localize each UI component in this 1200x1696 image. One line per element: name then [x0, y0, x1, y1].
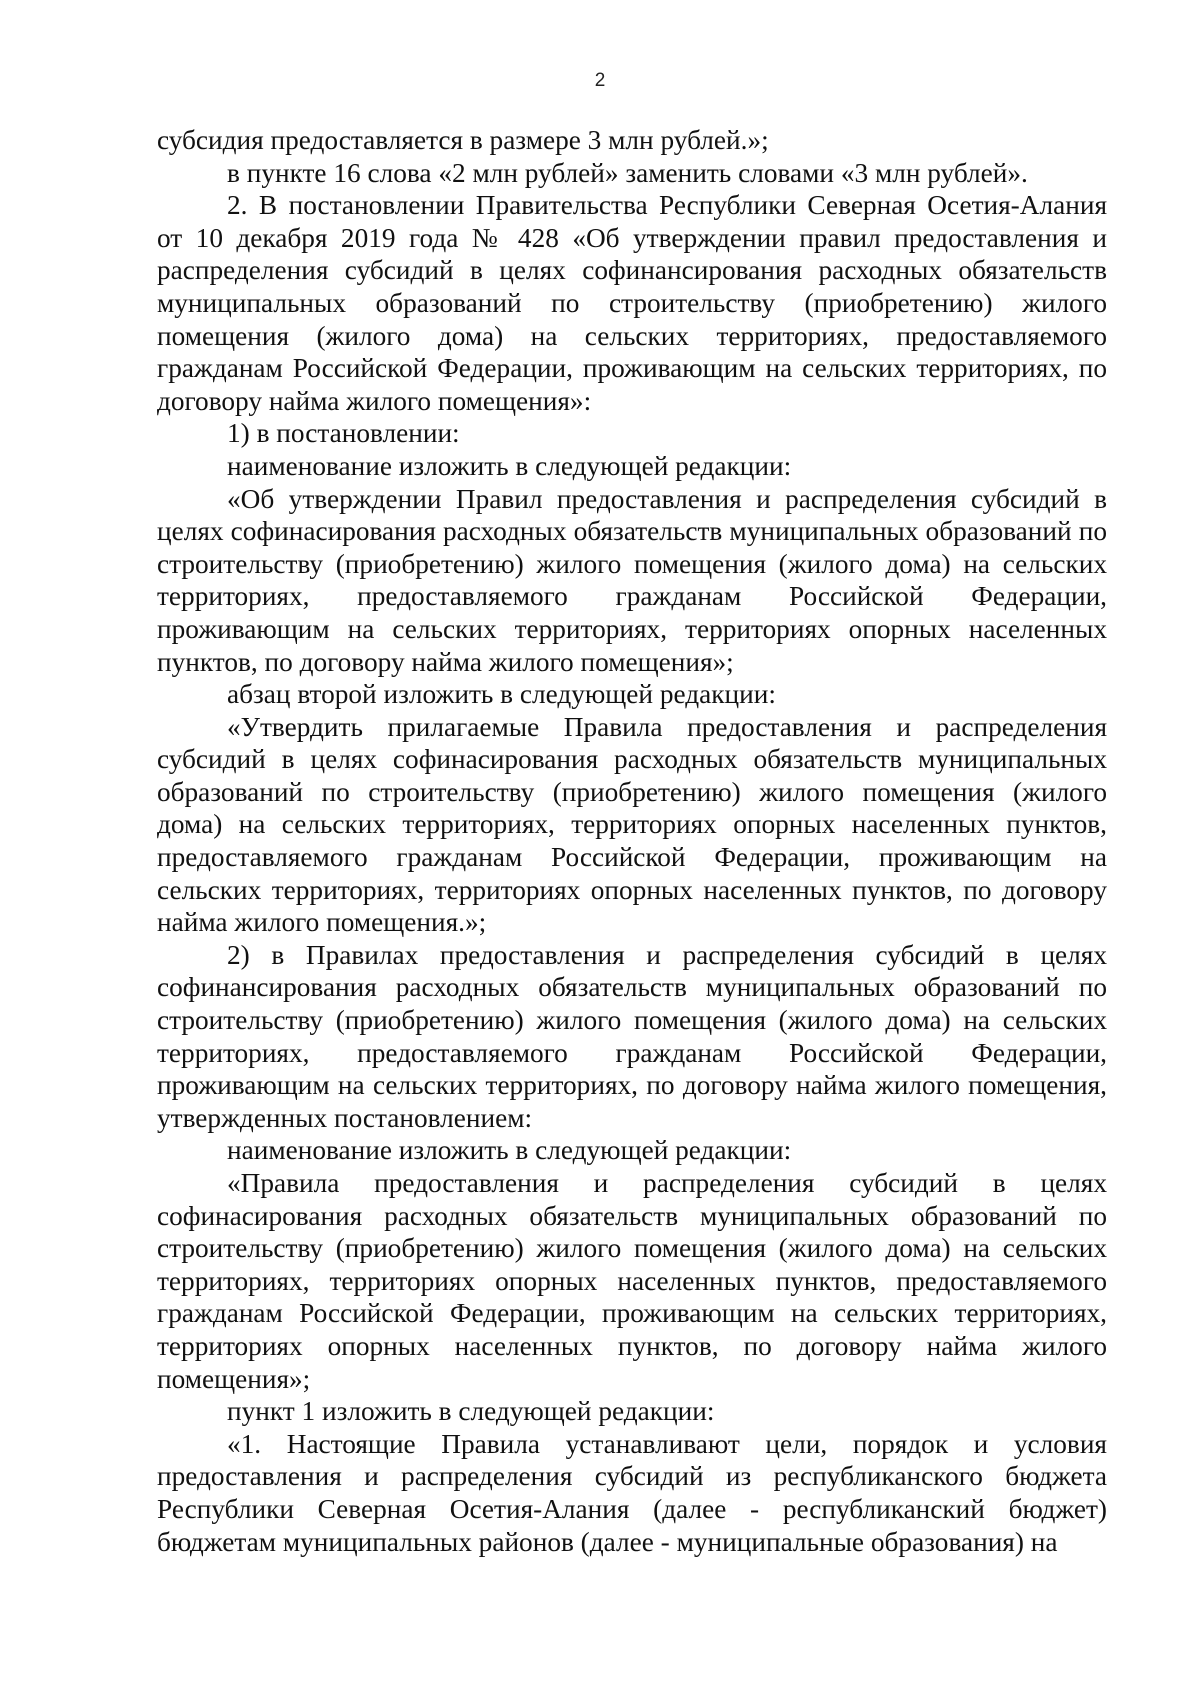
document-body — [157, 124, 1107, 1558]
paragraph: «Правила предоставления и распределения субсидий в целях софинасирования расходных обязательств муниципальных образований по строительству (приобретению) жилого помещения (жилого дома) на сельских территориях, территориях опорных населенных пунктов, предоставляемого гражданам Российской Федерации, проживающим на сельских территориях, территориях опорных населенных пунктов, по договору найма жилого помещения»; — [157, 1168, 1107, 1394]
paragraph: «Утвердить прилагаемые Правила предоставления и распределения субсидий в целях софинасирования расходных обязательств муниципальных образований по строительству (приобретению) жилого помещения (жилого дома) на сельских территориях, территориях опорных населенных пунктов, предоставляемого гражданам Российской Федерации, проживающим на сельских территориях, территориях опорных населенных пунктов, по договору найма жилого помещения.»; — [157, 711, 1107, 938]
paragraph: «1. Настоящие Правила устанавливают цели, порядок и условия предоставления и распределения субсидий из республиканского бюджета Республики Северная Осетия-Алания (далее - республиканский бюджет) бюджетам муниципальных районов (далее - муниципальные образования) на — [157, 1428, 1107, 1557]
paragraph: абзац второй изложить в следующей редакции: — [227, 679, 776, 710]
paragraph: пункт 1 изложить в следующей редакции: — [227, 1396, 715, 1427]
paragraph: «Об утверждении Правил предоставления и распределения субсидий в целях софинасирования расходных обязательств муниципальных образований по строительству (приобретению) жилого помещения (жилого дома) на сельских территориях, предоставляемого гражданам Российской Федерации, проживающим на сельских территориях, территориях опорных населенных пунктов, по договору найма жилого помещения»; — [157, 483, 1107, 677]
page-number: 2 — [594, 70, 606, 91]
paragraph: субсидия предоставляется в размере 3 млн рублей.»; — [157, 125, 769, 155]
paragraph: 2) в Правилах предоставления и распределения субсидий в целях софинансирования расходных обязательств муниципальных образований по строительству (приобретению) жилого помещения (жилого дома) на сельских территориях, предоставляемого гражданам Российской Федерации, проживающим на сельских территориях, по договору найма жилого помещения, утвержденных постановлением: — [157, 939, 1107, 1133]
paragraph: наименование изложить в следующей редакции: — [227, 1135, 792, 1166]
paragraph: 1) в постановлении: — [227, 418, 460, 449]
paragraph: 2. В постановлении Правительства Республики Северная Осетия-Алания от 10 декабря 2019 года № 428 «Об утверждении правил предоставления и распределения субсидий в целях софинансирования расходных обязательств муниципальных образований по строительству (приобретению) жилого помещения (жилого дома) на сельских территориях, предоставляемого гражданам Российской Федерации, проживающим на сельских территориях, по договору найма жилого помещения»: — [157, 190, 1107, 416]
paragraph: наименование изложить в следующей редакции: — [227, 450, 792, 481]
paragraph: в пункте 16 слова «2 млн рублей» заменить словами «3 млн рублей». — [227, 157, 1028, 188]
